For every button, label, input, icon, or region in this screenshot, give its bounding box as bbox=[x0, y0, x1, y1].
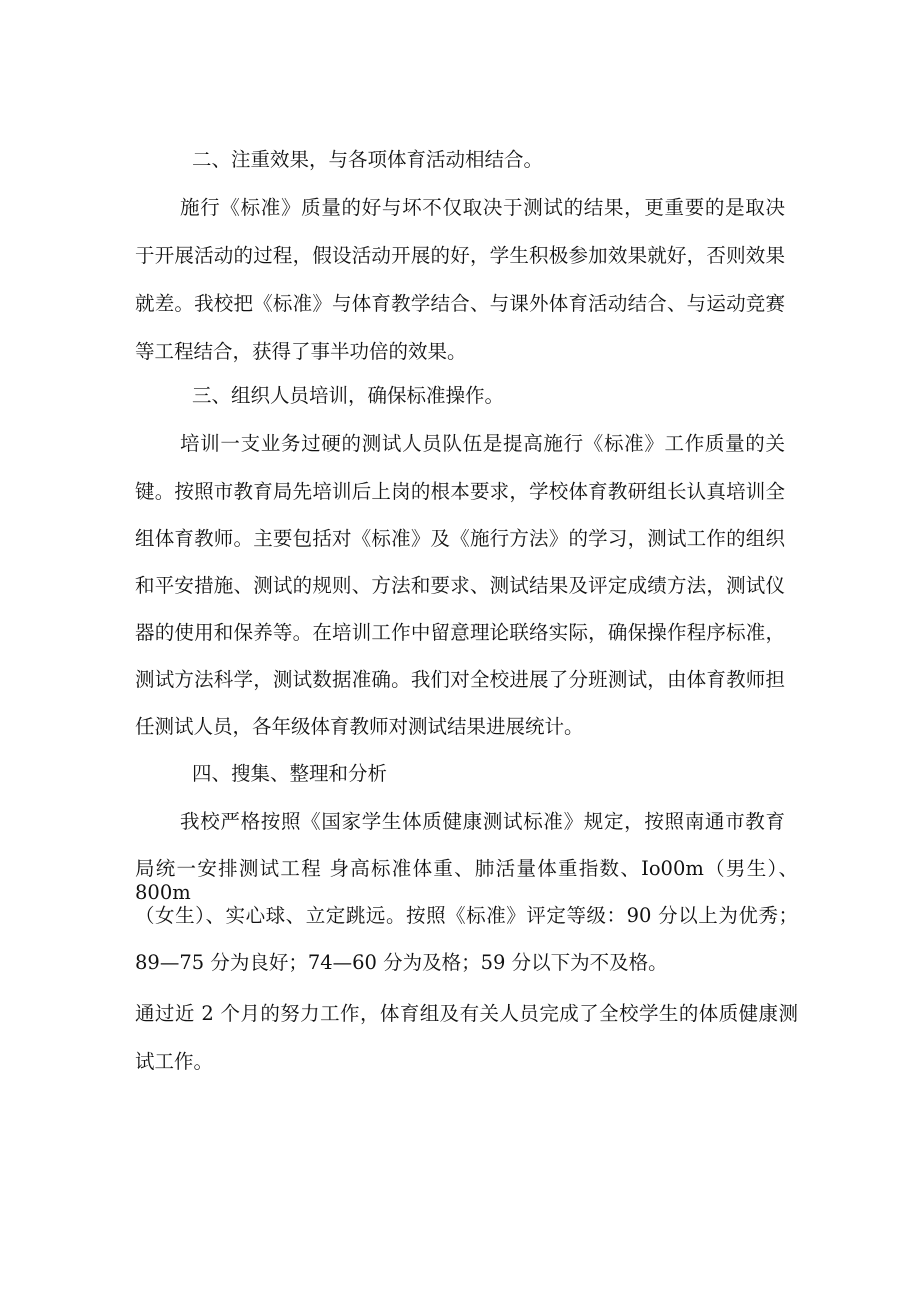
section4-line-4: 89—75 分为良好；74—60 分为及格；59 分以下为不及格。 bbox=[135, 951, 668, 974]
section3-line-4: 和平安措施、测试的规则、方法和要求、测试结果及评定成绩方法，测试仪 bbox=[135, 574, 785, 597]
section2-line-2: 于开展活动的过程，假设活动开展的好，学生积极参加效果就好，否则效果 bbox=[135, 244, 785, 267]
section3-line-3: 组体育教师。主要包括对《标准》及《施行方法》的学习，测试工作的组织 bbox=[135, 527, 785, 550]
section3-heading: 三、组织人员培训，确保标准操作。 bbox=[192, 384, 505, 407]
section3-line-7: 任测试人员，各年级体育教师对测试结果进展统计。 bbox=[135, 715, 584, 738]
closing-line-1: 通过近 2 个月的努力工作，体育组及有关人员完成了全校学生的体质健康测 bbox=[135, 1002, 798, 1025]
section4-line-3: （女生）、实心球、立定跳远。按照《标准》评定等级：90 分以上为优秀； bbox=[135, 904, 798, 927]
closing-line-2: 试工作。 bbox=[135, 1050, 214, 1073]
section2-line-3: 就差。我校把《标准》与体育教学结合、与课外体育活动结合、与运动竞赛 bbox=[135, 292, 785, 315]
section4-heading: 四、搜集、整理和分析 bbox=[192, 762, 388, 785]
section3-line-2: 键。按照市教育局先培训后上岗的根本要求，学校体育教研组长认真培训全 bbox=[135, 480, 785, 503]
section4-line-2: 局统一安排测试工程 身高标准体重、肺活量体重指数、Io00m（男生）、800m bbox=[135, 857, 798, 904]
section2-line-1: 施行《标准》质量的好与坏不仅取决于测试的结果，更重要的是取决 bbox=[180, 196, 785, 219]
section3-line-1: 培训一支业务过硬的测试人员队伍是提高施行《标准》工作质量的关 bbox=[180, 432, 785, 455]
section2-heading: 二、注重效果，与各项体育活动相结合。 bbox=[192, 148, 544, 171]
section2-line-4: 等工程结合，获得了事半功倍的效果。 bbox=[135, 340, 467, 363]
section4-line-1: 我校严格按照《国家学生体质健康测试标准》规定，按照南通市教育 bbox=[180, 810, 785, 833]
section3-line-6: 测试方法科学，测试数据准确。我们对全校进展了分班测试，由体育教师担 bbox=[135, 668, 785, 691]
section3-line-5: 器的使用和保养等。在培训工作中留意理论联络实际，确保操作程序标准， bbox=[135, 621, 785, 644]
